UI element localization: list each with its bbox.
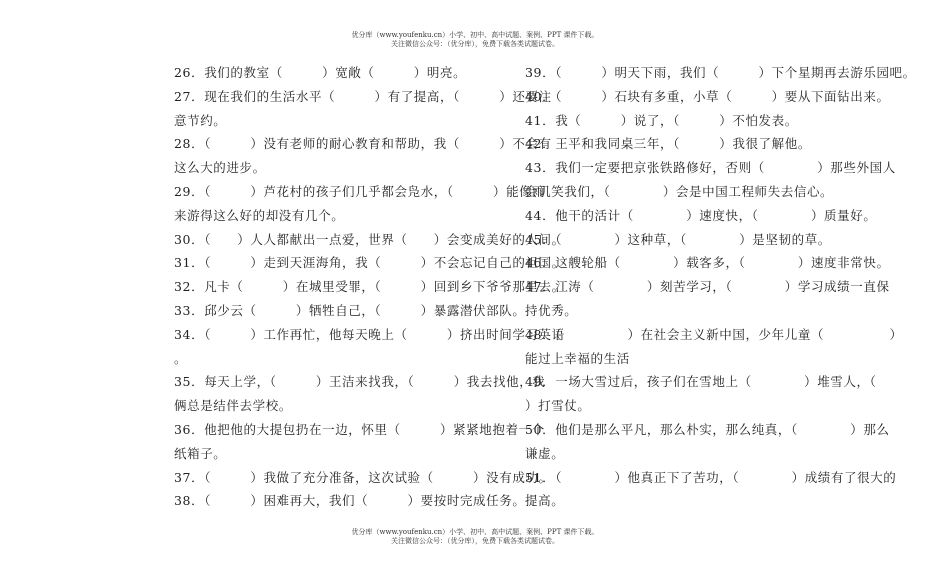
text-line: 49．一场大雪过后，孩子们在雪地上（ ）堆雪人，（ bbox=[525, 374, 877, 390]
header-line-1: 优分库（www.youfenku.cn）小学、初中、高中试题、案例、PPT 课件下载。 bbox=[351, 31, 599, 39]
header-line-2: 关注微信公众号：（优分库），免费下载各类试题试卷。 bbox=[391, 40, 559, 48]
text-line: 35．每天上学，（ ）王洁来找我，（ ）我去找他，我 bbox=[174, 374, 546, 390]
text-line: 33．邱少云（ ）牺牲自己，（ ）暴露潜伏部队。 bbox=[174, 302, 526, 318]
text-line: 29．（ ）芦花村的孩子们几乎都会凫水，（ ）能像雨 bbox=[174, 183, 546, 199]
text-line: 41．我（ ）说了，（ ）不怕发表。 bbox=[525, 112, 798, 128]
text-line: 30．（ ）人人都献出一点爱，世界（ ）会变成美好的人间。 bbox=[174, 231, 565, 247]
page-header bbox=[0, 31, 950, 49]
text-line: 能过上幸福的生活 bbox=[525, 350, 630, 366]
text-line: 44．他干的活计（ ）速度快，（ ）质量好。 bbox=[525, 207, 877, 223]
text-line: 来游得这么好的却没有几个。 bbox=[174, 207, 345, 223]
text-line: 36．他把他的大提包扔在一边，怀里（ ）紧紧地抱着一个 bbox=[174, 421, 545, 437]
text-line: 37．（ ）我做了充分准备，这次试验（ ）没有成功。 bbox=[174, 469, 552, 485]
text-line: 27．现在我们的生活水平（ ）有了提高，（ ）还要注 bbox=[174, 88, 552, 104]
footer-line-2: 关注微信公众号：（优分库），免费下载各类试题试卷。 bbox=[391, 537, 559, 545]
text-line: 会讥笑我们，（ ）会是中国工程师失去信心。 bbox=[525, 183, 834, 199]
text-line: 38．（ ）困难再大，我们（ ）要按时完成任务。 bbox=[174, 493, 526, 509]
text-line: 26．我们的教室（ ）宽敞（ ）明亮。 bbox=[174, 65, 467, 80]
text-line: 40．（ ）石块有多重，小草（ ）要从下面钻出来。 bbox=[525, 88, 890, 104]
text-line: 提高。 bbox=[525, 493, 565, 509]
text-line: 45．（ ）这种草，（ ）是坚韧的草。 bbox=[525, 231, 831, 247]
text-line: 。 bbox=[174, 350, 188, 366]
text-line: 这么大的进步。 bbox=[174, 160, 266, 176]
page-footer bbox=[0, 528, 950, 546]
text-line: 32．凡卡（ ）在城里受罪，（ ）回到乡下爷爷那里去。 bbox=[174, 279, 565, 295]
text-line: ）打雪仗。 bbox=[525, 398, 591, 414]
text-line: 34．（ ）工作再忙，他每天晚上（ ）挤出时间学习英语 bbox=[174, 326, 565, 342]
text-line: 39．（ ）明天下雨，我们（ ）下个星期再去游乐园吧。 bbox=[525, 65, 916, 80]
text-line: 42．王平和我同桌三年，（ ）我很了解他。 bbox=[525, 136, 811, 152]
text-line: 31．（ ）走到天涯海角，我（ ）不会忘记自己的祖国。 bbox=[174, 255, 565, 271]
text-line: 谦虚。 bbox=[525, 445, 565, 461]
right-question-column bbox=[525, 61, 916, 513]
text-line: 俩总是结伴去学校。 bbox=[174, 398, 292, 414]
text-line: 意节约。 bbox=[174, 112, 227, 128]
text-line: 持优秀。 bbox=[525, 302, 578, 318]
text-line: 28．（ ）没有老师的耐心教育和帮助，我（ ）不会有 bbox=[174, 136, 552, 152]
footer-line-1: 优分库（www.youfenku.cn）小学、初中、高中试题、案例、PPT 课件下载。 bbox=[351, 528, 599, 536]
text-line: 50．他们是那么平凡，那么朴实，那么纯真，（ ）那么 bbox=[525, 421, 890, 437]
text-line: 47．江涛（ ）刻苦学习，（ ）学习成绩一直保 bbox=[525, 279, 890, 295]
text-line: 纸箱子。 bbox=[174, 445, 227, 461]
text-line: 51．（ ）他真正下了苦功，（ ）成绩有了很大的 bbox=[525, 469, 897, 485]
text-line: 43．我们一定要把京张铁路修好，否则（ ）那些外国人 bbox=[525, 160, 896, 176]
text-line: 48．（ ）在社会主义新中国，少年儿童（ ） bbox=[525, 326, 903, 342]
text-line: 46．这艘轮船（ ）载客多，（ ）速度非常快。 bbox=[525, 255, 890, 271]
